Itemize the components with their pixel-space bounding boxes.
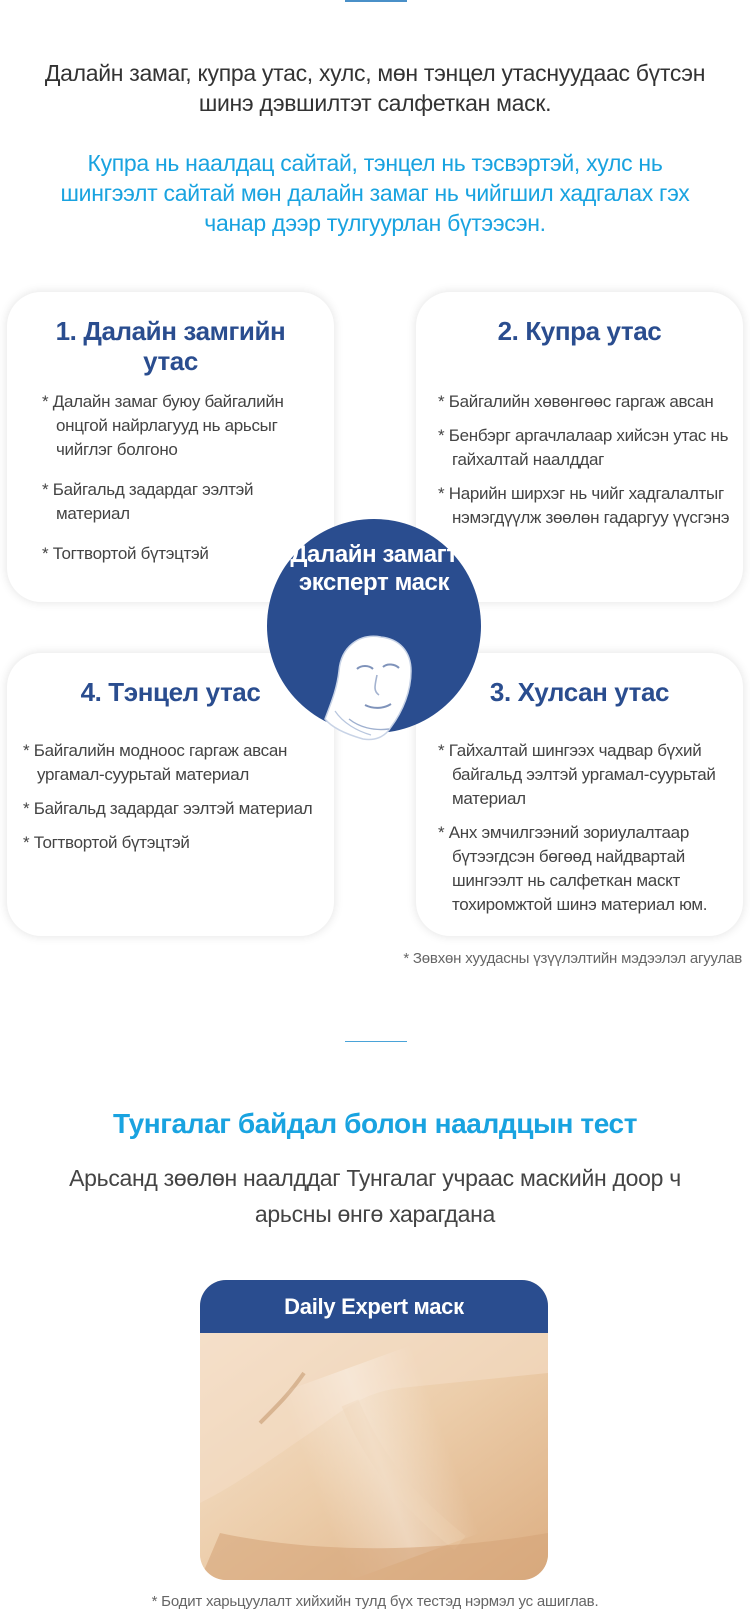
card-tencel-fiber <box>7 653 334 936</box>
top-divider <box>345 0 407 2</box>
transparency-test-photo-card <box>200 1280 548 1580</box>
section-title: Тунгалаг байдал болон наалдцын тест <box>112 1108 638 1139</box>
product-badge-label: Далайн замагт эксперт маск <box>290 541 458 596</box>
card-list <box>438 390 738 540</box>
photo-header: Daily Expert маск <box>200 1280 548 1333</box>
intro-text: Далайн замаг, купра утас, хулс, мөн тэнцел утаснуудаас бүтсэн шинэ дэвшилтэт салфеткан маск. <box>44 60 706 116</box>
section-divider <box>345 1041 407 1042</box>
list-item: * Байгальд задардаг ээлтэй материал <box>42 478 324 526</box>
list-item: * Гайхалтай шингээх чадвар бүхий байгальд ээлтэй ургамал-суурьтай материал <box>438 739 738 811</box>
list-item: * Байгалийн модноос гаргаж авсан ургамал-суурьтай материал <box>23 739 323 787</box>
list-item: * Далайн замаг буюу байгалийн онцгой найрлагууд нь арьсыг чийглэг болгоно <box>42 390 324 462</box>
card-list <box>23 739 323 865</box>
card-title: 3. Хулсан утас <box>489 677 670 707</box>
list-item: * Анх эмчилгээний зориулалтаар бүтээгдсэн бөгөөд найдвартай шингээлт нь салфеткан маскт тохиромжтой шинэ материал юм. <box>438 821 738 917</box>
list-item: * Тогтвортой бүтэцтэй <box>42 542 324 566</box>
card-list <box>438 739 738 927</box>
card-title: 4. Тэнцел утас <box>80 677 261 707</box>
list-item: * Тогтвортой бүтэцтэй <box>23 831 323 855</box>
list-item: * Нарийн ширхэг нь чийг хадгалалтыг нэмэгдүүлж зөөлөн гадаргуу үүсгэнэ <box>438 482 738 530</box>
hand-with-mask-photo <box>200 1333 548 1580</box>
card-bamboo-fiber <box>416 653 743 936</box>
card-title: 2. Купра утас <box>497 316 662 346</box>
footnote-info: * Зөвхөн хуудасны үзүүлэлтийн мэдээлэл агуулав <box>403 950 742 967</box>
list-item: * Байгалийн хөвөнгөөс гаргаж авсан <box>438 390 738 414</box>
footnote-test: * Бодит харьцуулалт хийхийн тулд бүх тестэд нэрмэл ус ашиглав. <box>151 1593 599 1610</box>
section-subtitle: Арьсанд зөөлөн наалддаг Тунгалаг учраас маскийн доор ч арьсны өнгө харагдана <box>69 1165 681 1227</box>
product-badge <box>267 519 481 733</box>
face-mask-icon <box>319 631 423 743</box>
list-item: * Бенбэрг аргачлалаар хийсэн утас нь гайхалтай наалддаг <box>438 424 738 472</box>
list-item: * Байгальд задардаг ээлтэй материал <box>23 797 323 821</box>
card-title: 1. Далайн замгийн утас <box>55 316 286 376</box>
intro-highlight-text: Купра нь наалдац сайтай, тэнцел нь тэсвэртэй, хулс нь шингээлт сайтай мөн далайн замаг нь чийгшил хадгалах гэх чанар дээр тулгуурлан бүтээсэн. <box>60 150 690 236</box>
